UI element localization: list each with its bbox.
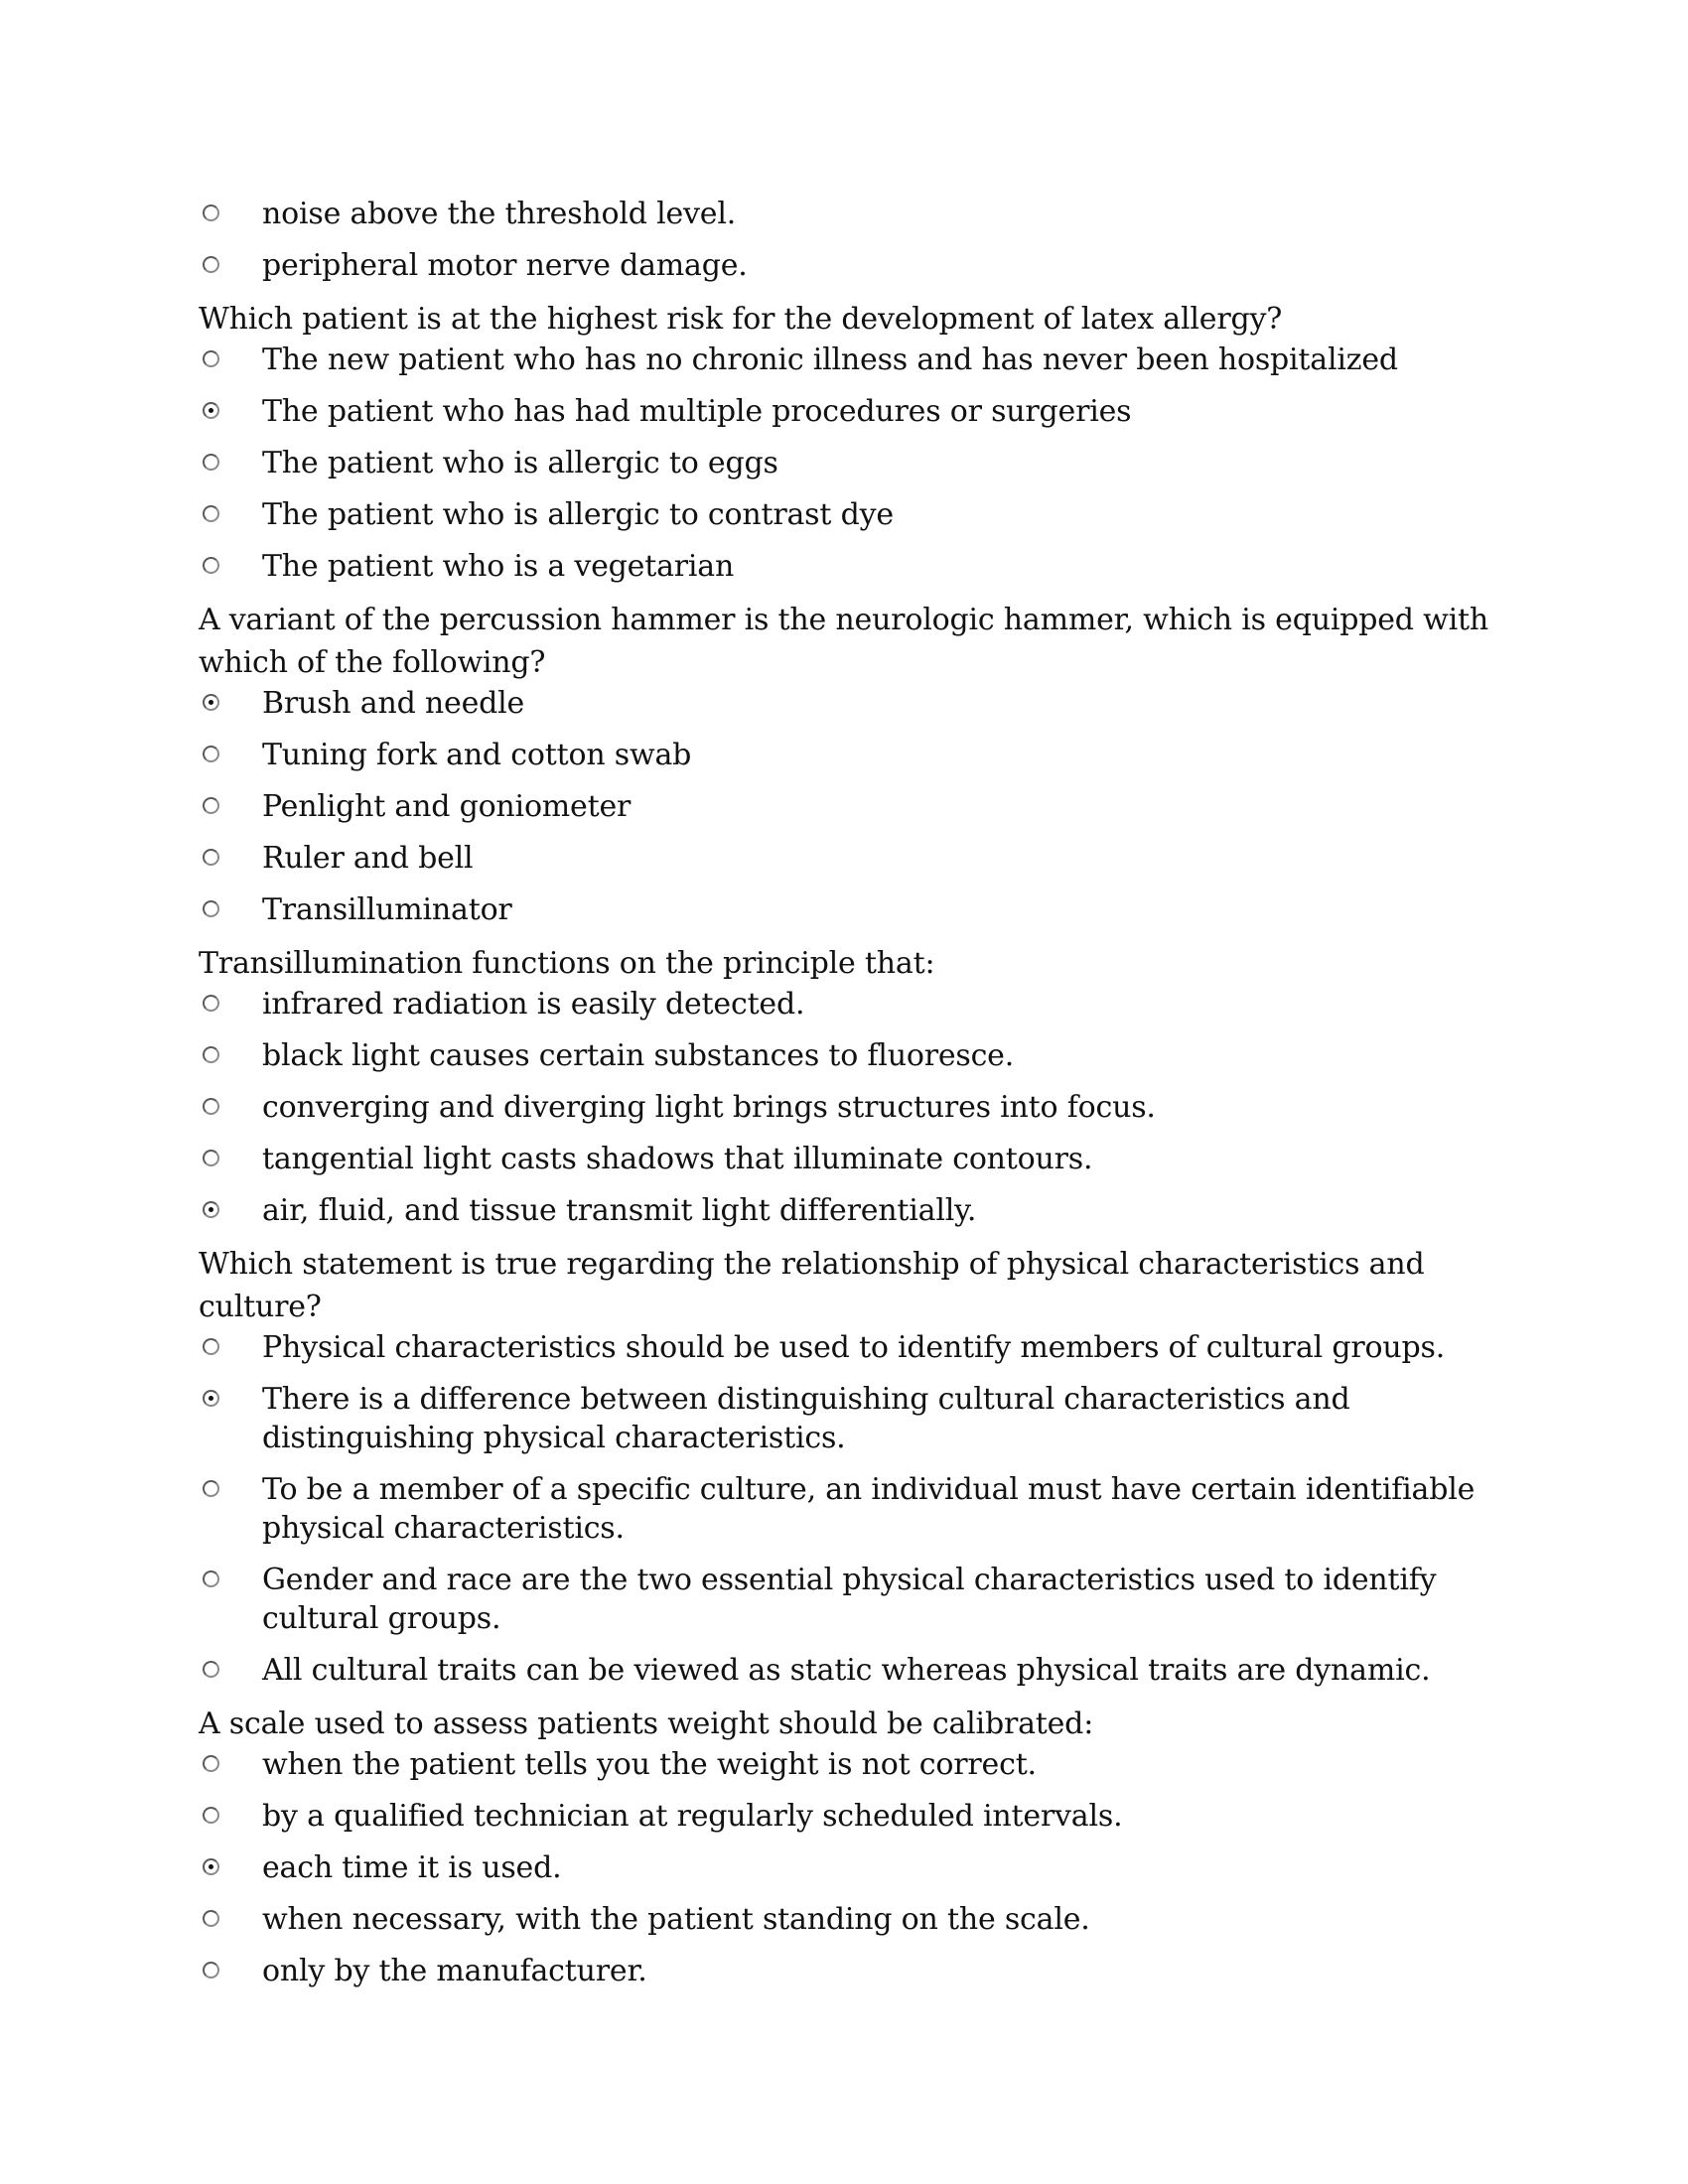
- answer-option[interactable]: [199, 1561, 1489, 1638]
- radio-unselected-icon[interactable]: [203, 505, 219, 522]
- question-block: [199, 298, 1489, 586]
- option-label: tangential light casts shadows that illuminate contours.: [262, 1142, 1093, 1176]
- option-label: peripheral motor nerve damage.: [262, 248, 748, 283]
- answer-option[interactable]: [199, 392, 1489, 431]
- answer-option[interactable]: [199, 1900, 1489, 1939]
- option-label: black light causes certain substances to fluoresce.: [262, 1038, 1015, 1073]
- radio-selected-icon[interactable]: [203, 1858, 219, 1875]
- answer-option[interactable]: [199, 195, 1489, 233]
- option-label: by a qualified technician at regularly scheduled intervals.: [262, 1799, 1123, 1834]
- answer-option[interactable]: [199, 1651, 1489, 1690]
- option-label: when necessary, with the patient standing on the scale.: [262, 1902, 1090, 1937]
- option-label: converging and diverging light brings structures into focus.: [262, 1090, 1156, 1125]
- answer-option[interactable]: [199, 444, 1489, 482]
- quiz-page: [199, 195, 1489, 2003]
- option-label: air, fluid, and tissue transmit light differentially.: [262, 1193, 977, 1228]
- radio-unselected-icon[interactable]: [203, 205, 219, 221]
- option-label: Tuning fork and cotton swab: [262, 738, 692, 772]
- option-label: The patient who is a vegetarian: [262, 549, 735, 584]
- question-block: [199, 942, 1489, 1230]
- option-label: To be a member of a specific culture, an individual must have certain identifiable physical characteristics.: [262, 1472, 1476, 1546]
- answer-option[interactable]: [199, 736, 1489, 774]
- option-label: only by the manufacturer.: [262, 1954, 647, 1988]
- option-label: Physical characteristics should be used to identify members of cultural groups.: [262, 1330, 1446, 1365]
- answer-option[interactable]: [199, 1380, 1489, 1457]
- question-block: [199, 1243, 1489, 1690]
- option-label: noise above the threshold level.: [262, 197, 737, 231]
- answer-option[interactable]: [199, 1328, 1489, 1367]
- answer-option[interactable]: [199, 787, 1489, 826]
- answer-option[interactable]: [199, 1191, 1489, 1230]
- radio-unselected-icon[interactable]: [203, 1150, 219, 1166]
- option-label: Ruler and bell: [262, 841, 474, 876]
- answer-option[interactable]: [199, 1952, 1489, 1990]
- answer-option[interactable]: [199, 1088, 1489, 1127]
- answer-option[interactable]: [199, 1745, 1489, 1784]
- option-label: Gender and race are the two essential physical characteristics used to identify cultural groups.: [262, 1563, 1437, 1636]
- radio-unselected-icon[interactable]: [203, 746, 219, 762]
- answer-option[interactable]: [199, 1797, 1489, 1836]
- answer-option[interactable]: [199, 246, 1489, 285]
- radio-selected-icon[interactable]: [203, 694, 219, 711]
- answer-option[interactable]: [199, 1036, 1489, 1075]
- option-label: when the patient tells you the weight is not correct.: [262, 1747, 1037, 1782]
- option-label: The patient who has had multiple procedures or surgeries: [262, 394, 1132, 429]
- question-text: Which statement is true regarding the relationship of physical characteristics and culture?: [199, 1247, 1425, 1324]
- radio-unselected-icon[interactable]: [203, 1098, 219, 1115]
- option-label: Transilluminator: [262, 892, 512, 927]
- radio-unselected-icon[interactable]: [203, 454, 219, 471]
- question-block: [199, 195, 1489, 285]
- question-text: A variant of the percussion hammer is the neurologic hammer, which is equipped with which of the following?: [199, 603, 1488, 680]
- option-label: All cultural traits can be viewed as static whereas physical traits are dynamic.: [262, 1653, 1431, 1688]
- question-text: Transillumination functions on the principle that:: [199, 946, 935, 981]
- answer-option[interactable]: [199, 839, 1489, 878]
- question-text: A scale used to assess patients weight should be calibrated:: [199, 1706, 1094, 1741]
- radio-unselected-icon[interactable]: [203, 1910, 219, 1927]
- radio-unselected-icon[interactable]: [203, 256, 219, 273]
- option-label: infrared radiation is easily detected.: [262, 987, 805, 1022]
- radio-unselected-icon[interactable]: [203, 1661, 219, 1678]
- radio-selected-icon[interactable]: [203, 1201, 219, 1218]
- option-label: Penlight and goniometer: [262, 789, 632, 824]
- radio-unselected-icon[interactable]: [203, 797, 219, 814]
- radio-unselected-icon[interactable]: [203, 350, 219, 367]
- radio-unselected-icon[interactable]: [203, 900, 219, 917]
- answer-option[interactable]: [199, 1470, 1489, 1548]
- answer-option[interactable]: [199, 341, 1489, 379]
- answer-option[interactable]: [199, 890, 1489, 929]
- answer-option[interactable]: [199, 547, 1489, 586]
- radio-selected-icon[interactable]: [203, 1390, 219, 1407]
- radio-unselected-icon[interactable]: [203, 1755, 219, 1772]
- radio-unselected-icon[interactable]: [203, 557, 219, 574]
- option-label: The new patient who has no chronic illness and has never been hospitalized: [262, 342, 1398, 377]
- option-label: each time it is used.: [262, 1850, 562, 1885]
- radio-unselected-icon[interactable]: [203, 995, 219, 1012]
- answer-option[interactable]: [199, 1848, 1489, 1887]
- question-text: Which patient is at the highest risk for the development of latex allergy?: [199, 302, 1283, 337]
- radio-unselected-icon[interactable]: [203, 1480, 219, 1497]
- option-label: The patient who is allergic to contrast dye: [262, 497, 894, 532]
- option-label: The patient who is allergic to eggs: [262, 446, 778, 480]
- radio-unselected-icon[interactable]: [203, 1338, 219, 1355]
- question-block: [199, 1703, 1489, 1990]
- question-block: [199, 599, 1489, 929]
- option-label: There is a difference between distinguishing cultural characteristics and distinguishing physical characteristics.: [262, 1382, 1350, 1455]
- answer-option[interactable]: [199, 1140, 1489, 1178]
- radio-unselected-icon[interactable]: [203, 1570, 219, 1587]
- radio-selected-icon[interactable]: [203, 402, 219, 419]
- answer-option[interactable]: [199, 985, 1489, 1024]
- answer-option[interactable]: [199, 684, 1489, 723]
- radio-unselected-icon[interactable]: [203, 1046, 219, 1063]
- option-label: Brush and needle: [262, 686, 525, 721]
- radio-unselected-icon[interactable]: [203, 1807, 219, 1824]
- answer-option[interactable]: [199, 495, 1489, 534]
- radio-unselected-icon[interactable]: [203, 849, 219, 866]
- radio-unselected-icon[interactable]: [203, 1962, 219, 1979]
